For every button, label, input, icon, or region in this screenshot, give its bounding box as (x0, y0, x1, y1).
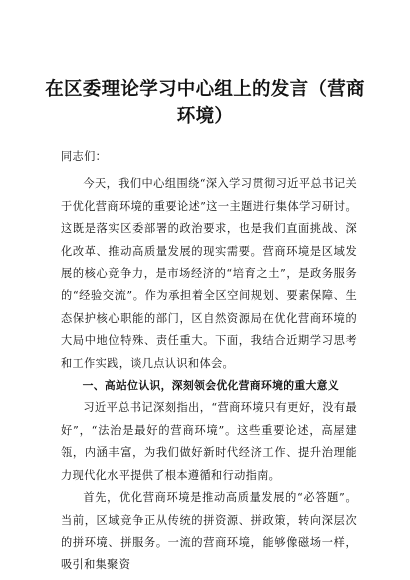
intro-paragraph: 今天，我们中心组围绕“深入学习贯彻习近平总书记关于优化营商环境的重要论述”这一主题进行集体学习研讨。这既是落实区委部署的政治要求，也是我们直面挑战、深化改革、推动高质量发展的现实需要。营商环境是区域发展的核心竞争力，是市场经济的“培育之土”，是政务服务的“经验交流”。作为承担着全区空间规划、要素保障、生态保护核心职能的部门，区自然资源局在优化营商环境的大局中地位特殊、责任重大。下面，我结合近期学习思考和工作实践，谈几点认识和体会。 (61, 177, 357, 370)
section-paragraph-2: 首先，优化营商环境是推动高质量发展的“必答题”。当前，区域竞争正从传统的拼资源、拼政策，转向深层次的拼环境、拼服务。一流的营商环境，能够像磁场一样，吸引和集聚资 (61, 491, 357, 572)
document-title: 在区委理论学习中心组上的发言（营商环境） (45, 79, 365, 127)
section-heading: 一、高站位认识，深刻领会优化营商环境的重大意义 (82, 379, 339, 393)
salutation: 同志们： (61, 150, 108, 163)
section-paragraph-1: 习近平总书记深刻指出，“营商环境只有更好，没有最好”，“法治是最好的营商环境”。这些重要论述，高屋建瓴，内涵丰富，为我们做好新时代经济工作、提升治理能力现代化水平提供了根本遵循和行动指南。 (61, 401, 357, 482)
document-body (61, 146, 357, 577)
